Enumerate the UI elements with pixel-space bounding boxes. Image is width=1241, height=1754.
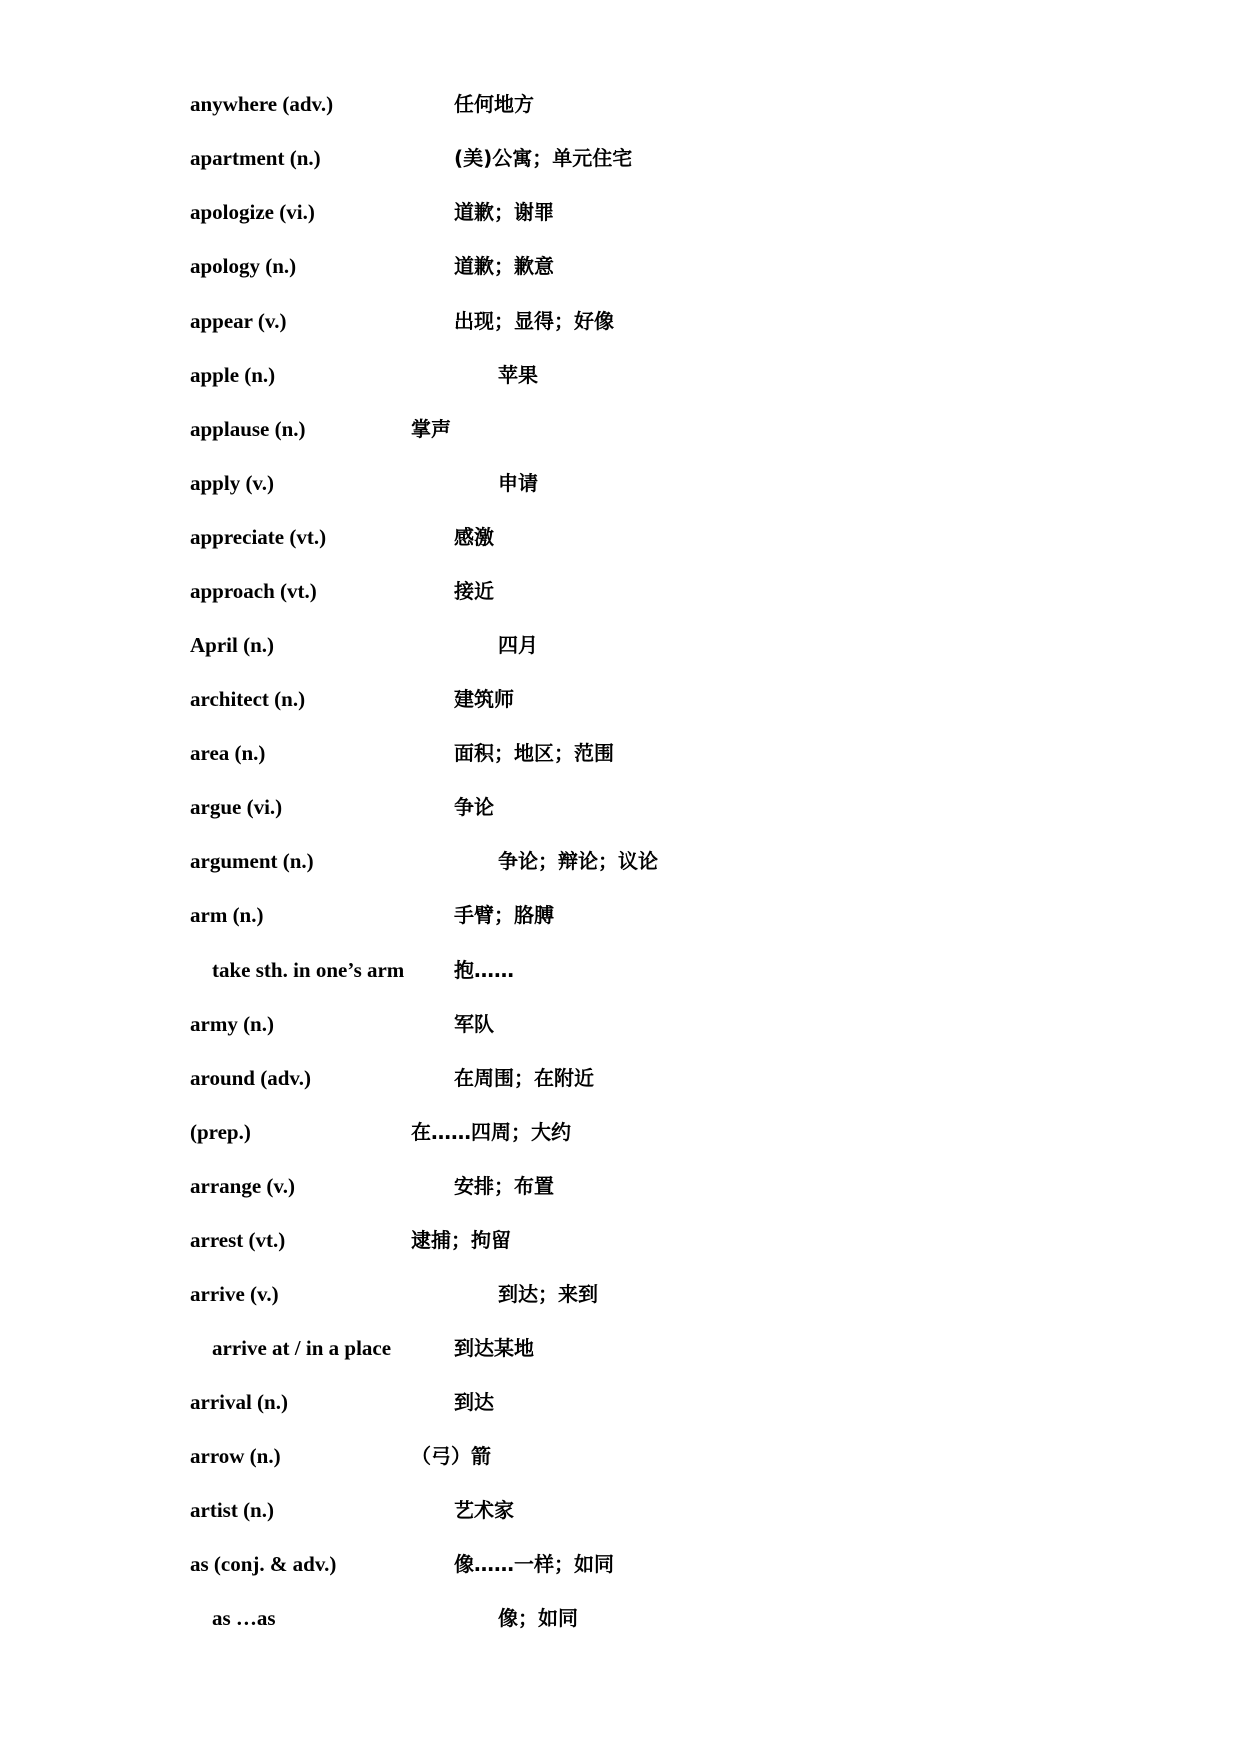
vocab-entry [190, 1220, 1090, 1260]
vocab-word: anywhere (adv.) [190, 92, 334, 116]
vocab-word: around (adv.) [190, 1066, 311, 1090]
vocab-word: arrive (v.) [190, 1282, 279, 1306]
vocab-word: apartment (n.) [190, 146, 321, 170]
vocab-phrase: arrive at / in a place [212, 1336, 392, 1360]
vocab-meaning: 争论；辩论；议论 [498, 849, 658, 873]
vocab-meaning: 到达；来到 [498, 1282, 598, 1306]
vocab-meaning: 像……一样；如同 [454, 1552, 614, 1576]
vocab-entry [190, 1490, 1090, 1530]
vocab-meaning: 接近 [454, 579, 494, 603]
vocab-entry [190, 625, 1090, 665]
vocab-entry [190, 84, 1090, 124]
vocab-meaning: （弓）箭 [411, 1444, 491, 1468]
vocab-meaning: 抱…… [454, 958, 514, 982]
vocab-entry [190, 192, 1090, 232]
vocab-word: arrange (v.) [190, 1174, 295, 1198]
vocab-word: appreciate (vt.) [190, 525, 327, 549]
vocab-meaning: (美)公寓；单元住宅 [454, 146, 633, 170]
vocab-entry [190, 1166, 1090, 1206]
vocab-word: area (n.) [190, 741, 266, 765]
vocab-word: April (n.) [190, 633, 274, 657]
vocab-meaning: 道歉；歉意 [454, 254, 554, 278]
vocab-meaning: 像；如同 [498, 1606, 578, 1630]
vocab-entry [190, 733, 1090, 773]
vocab-entry [190, 1112, 1090, 1152]
vocab-entry [190, 355, 1090, 395]
vocab-meaning: 出现；显得；好像 [454, 309, 614, 333]
vocab-word: arrival (n.) [190, 1390, 288, 1414]
vocab-entry [190, 517, 1090, 557]
vocab-meaning: 掌声 [411, 417, 451, 441]
vocab-meaning: 任何地方 [454, 92, 534, 116]
vocab-entry [190, 1328, 1090, 1368]
vocab-word: applause (n.) [190, 417, 306, 441]
vocab-phrase: take sth. in one’s arm [212, 958, 405, 982]
vocab-meaning: 到达 [454, 1390, 494, 1414]
vocab-meaning: 艺术家 [454, 1498, 514, 1522]
vocab-word: apology (n.) [190, 254, 297, 278]
vocab-meaning: 建筑师 [454, 687, 514, 711]
vocab-entry [190, 1598, 1090, 1638]
vocab-meaning: 四月 [498, 633, 538, 657]
vocab-word: approach (vt.) [190, 579, 317, 603]
vocab-word: artist (n.) [190, 1498, 274, 1522]
vocab-word: architect (n.) [190, 687, 306, 711]
vocab-word: argument (n.) [190, 849, 314, 873]
vocab-word: arrest (vt.) [190, 1228, 286, 1252]
vocab-entry [190, 1004, 1090, 1044]
vocab-meaning: 到达某地 [454, 1336, 534, 1360]
vocab-word: arm (n.) [190, 903, 264, 927]
vocab-entry [190, 1058, 1090, 1098]
vocab-meaning: 争论 [454, 795, 494, 819]
vocab-meaning: 在周围；在附近 [454, 1066, 594, 1090]
vocab-entry [190, 301, 1090, 341]
vocab-entry [190, 1544, 1090, 1584]
vocab-entry [190, 841, 1090, 881]
vocab-meaning: 安排；布置 [454, 1174, 554, 1198]
vocab-entry [190, 1274, 1090, 1314]
vocab-entry [190, 787, 1090, 827]
vocab-meaning: 申请 [498, 471, 538, 495]
vocab-entry [190, 1436, 1090, 1476]
vocab-entry [190, 950, 1090, 990]
vocab-word: as (conj. & adv.) [190, 1552, 337, 1576]
vocab-meaning: 逮捕；拘留 [411, 1228, 511, 1252]
vocab-entry [190, 246, 1090, 286]
vocab-meaning: 在……四周；大约 [411, 1120, 571, 1144]
vocab-entry [190, 409, 1090, 449]
vocab-word: argue (vi.) [190, 795, 283, 819]
vocab-word: appear (v.) [190, 309, 287, 333]
vocab-word: army (n.) [190, 1012, 274, 1036]
vocab-meaning: 军队 [454, 1012, 494, 1036]
vocab-entry [190, 1382, 1090, 1422]
vocab-entry [190, 571, 1090, 611]
vocab-meaning: 苹果 [498, 363, 538, 387]
vocab-meaning: 感激 [454, 525, 494, 549]
vocab-entry [190, 679, 1090, 719]
vocab-meaning: 面积；地区；范围 [454, 741, 614, 765]
vocab-entry [190, 895, 1090, 935]
vocab-entry [190, 138, 1090, 178]
vocab-word: (prep.) [190, 1120, 251, 1144]
vocab-word: arrow (n.) [190, 1444, 281, 1468]
vocab-entry [190, 463, 1090, 503]
vocab-meaning: 道歉；谢罪 [454, 200, 554, 224]
vocab-meaning: 手臂；胳膊 [454, 903, 554, 927]
vocab-word: apple (n.) [190, 363, 276, 387]
vocab-phrase: as …as [212, 1606, 276, 1630]
vocab-word: apply (v.) [190, 471, 275, 495]
vocab-word: apologize (vi.) [190, 200, 315, 224]
